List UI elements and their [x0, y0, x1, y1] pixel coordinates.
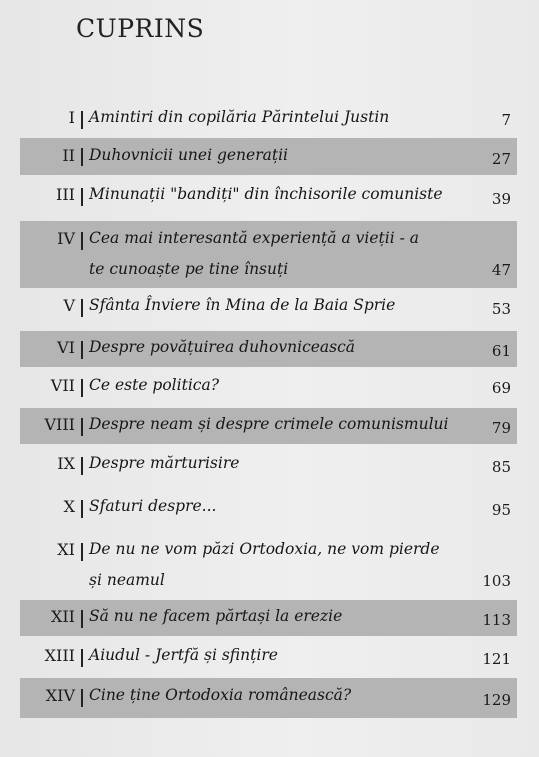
chapter-number: IV [57, 229, 75, 248]
page-number: 27 [491, 150, 511, 168]
separator [81, 457, 83, 475]
toc-entry[interactable] [0, 678, 539, 718]
chapter-title: Sfânta Înviere în Mina de la Baia Sprie [89, 296, 396, 314]
chapter-number: XII [50, 607, 75, 626]
toc-entry[interactable] [0, 290, 539, 326]
chapter-number: IX [57, 454, 75, 473]
chapter-number: XI [57, 540, 75, 559]
chapter-number: XIV [45, 686, 75, 705]
page-number: 121 [482, 650, 511, 668]
page-number: 79 [491, 419, 511, 437]
toc-entry[interactable] [0, 489, 539, 529]
chapter-number: II [62, 146, 75, 165]
separator [81, 299, 83, 317]
toc-entry[interactable] [0, 370, 539, 406]
separator [81, 610, 83, 628]
chapter-number: XIII [44, 646, 75, 665]
separator [81, 148, 83, 166]
separator [81, 341, 83, 359]
separator [81, 500, 83, 518]
toc-entry[interactable] [0, 102, 539, 136]
chapter-title: Cea mai interesantă experiență a vieții - a te cunoaște pe tine însuți [89, 229, 419, 278]
page-number: 61 [491, 342, 511, 360]
chapter-number: VI [57, 338, 75, 357]
chapter-number: VII [50, 376, 75, 395]
chapter-number: X [63, 497, 75, 516]
chapter-title: Cine ține Ortodoxia românească? [89, 686, 352, 704]
toc-entry[interactable] [0, 177, 539, 219]
chapter-number: I [68, 108, 75, 127]
page-number: 39 [491, 190, 511, 208]
page-number: 113 [482, 611, 511, 629]
separator [81, 418, 83, 436]
page-number: 47 [491, 261, 511, 279]
chapter-title: Să nu ne facem părtași la erezie [89, 607, 343, 625]
chapter-title: De nu ne vom păzi Ortodoxia, ne vom pierde și neamul [89, 540, 440, 589]
separator [81, 188, 83, 206]
toc-entry[interactable] [0, 448, 539, 486]
separator [81, 689, 83, 707]
chapter-number: VIII [44, 415, 75, 434]
toc-entry[interactable] [0, 600, 539, 636]
chapter-title: Despre neam și despre crimele comunismului [89, 415, 449, 433]
toc-entry[interactable] [0, 331, 539, 367]
page-number: 85 [491, 458, 511, 476]
chapter-number: III [56, 185, 75, 204]
chapter-title: Sfaturi despre... [89, 497, 217, 515]
page-number: 69 [491, 379, 511, 397]
toc-entry[interactable] [0, 640, 539, 676]
page-number: 103 [482, 572, 511, 590]
chapter-number: V [63, 296, 75, 315]
toc-entry[interactable] [0, 408, 539, 444]
toc-entry[interactable] [0, 138, 539, 175]
page-number: 95 [491, 501, 511, 519]
toc-entry[interactable] [0, 531, 539, 598]
chapter-title: Duhovnicii unei generații [89, 146, 289, 164]
page-title: CUPRINS [76, 14, 205, 43]
separator [81, 649, 83, 667]
chapter-title: Despre povățuirea duhovnicească [89, 338, 356, 356]
page-number: 7 [501, 111, 511, 129]
page-number: 129 [482, 691, 511, 709]
separator [81, 111, 83, 129]
chapter-title: Despre mărturisire [89, 454, 240, 472]
chapter-title: Amintiri din copilăria Părintelui Justin [89, 108, 390, 126]
chapter-title: Ce este politica? [89, 376, 220, 394]
separator [81, 232, 83, 250]
separator [81, 379, 83, 397]
separator [81, 543, 83, 561]
toc-entry[interactable] [0, 221, 539, 288]
page-number: 53 [491, 300, 511, 318]
chapter-title: Minunații "bandiți" din închisorile comuniste [89, 185, 443, 203]
chapter-title: Aiudul - Jertfă și sfințire [89, 646, 278, 664]
